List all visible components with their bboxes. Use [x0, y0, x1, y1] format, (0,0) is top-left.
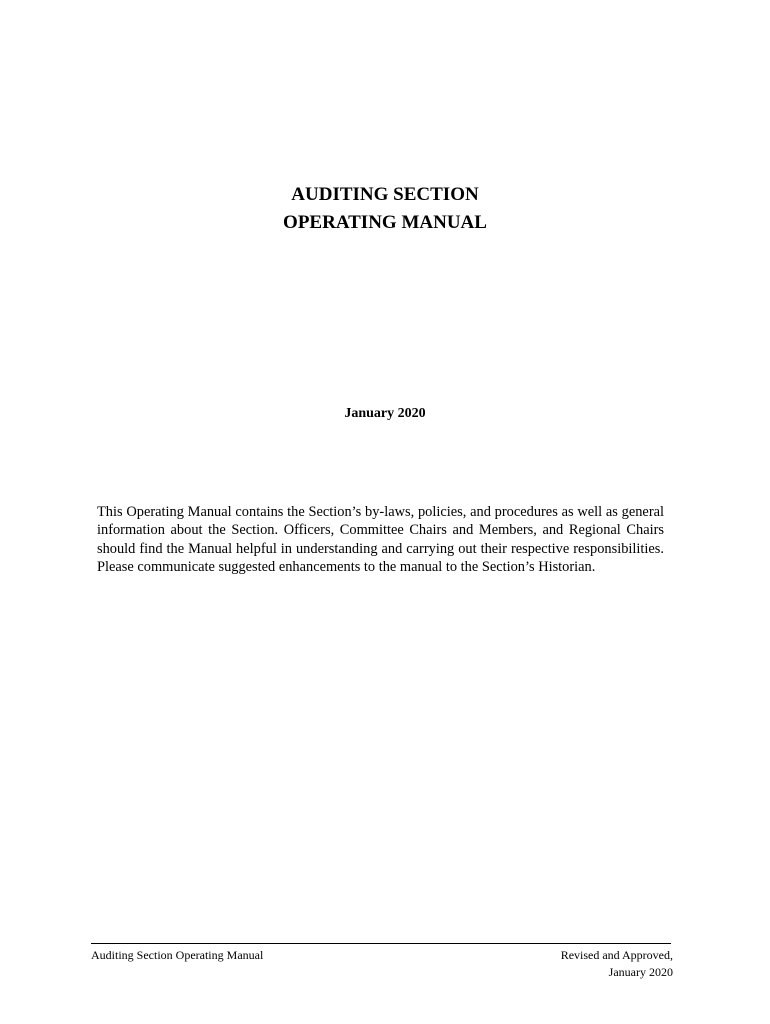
footer-document-name: Auditing Section Operating Manual: [91, 948, 264, 962]
document-title: [0, 181, 770, 237]
intro-paragraph: This Operating Manual contains the Section’s by-laws, policies, and procedures as well as general information about the Section. Officers, Committee Chairs and Members, and Regional Chairs should find the Manual helpful in understanding and carrying out their respective responsibilities. Please communicate suggested enhancements to the manual to the Section’s Historian.: [97, 504, 664, 576]
document-title-line-1: AUDITING SECTION: [291, 184, 479, 205]
document-date: January 2020: [344, 406, 426, 421]
footer-revision-line-2: January 2020: [608, 965, 673, 979]
footer-revision-note: [561, 947, 673, 981]
footer-divider: [91, 943, 671, 944]
footer-revision-line-1: Revised and Approved,: [560, 948, 673, 962]
document-title-line-2: OPERATING MANUAL: [283, 212, 487, 233]
